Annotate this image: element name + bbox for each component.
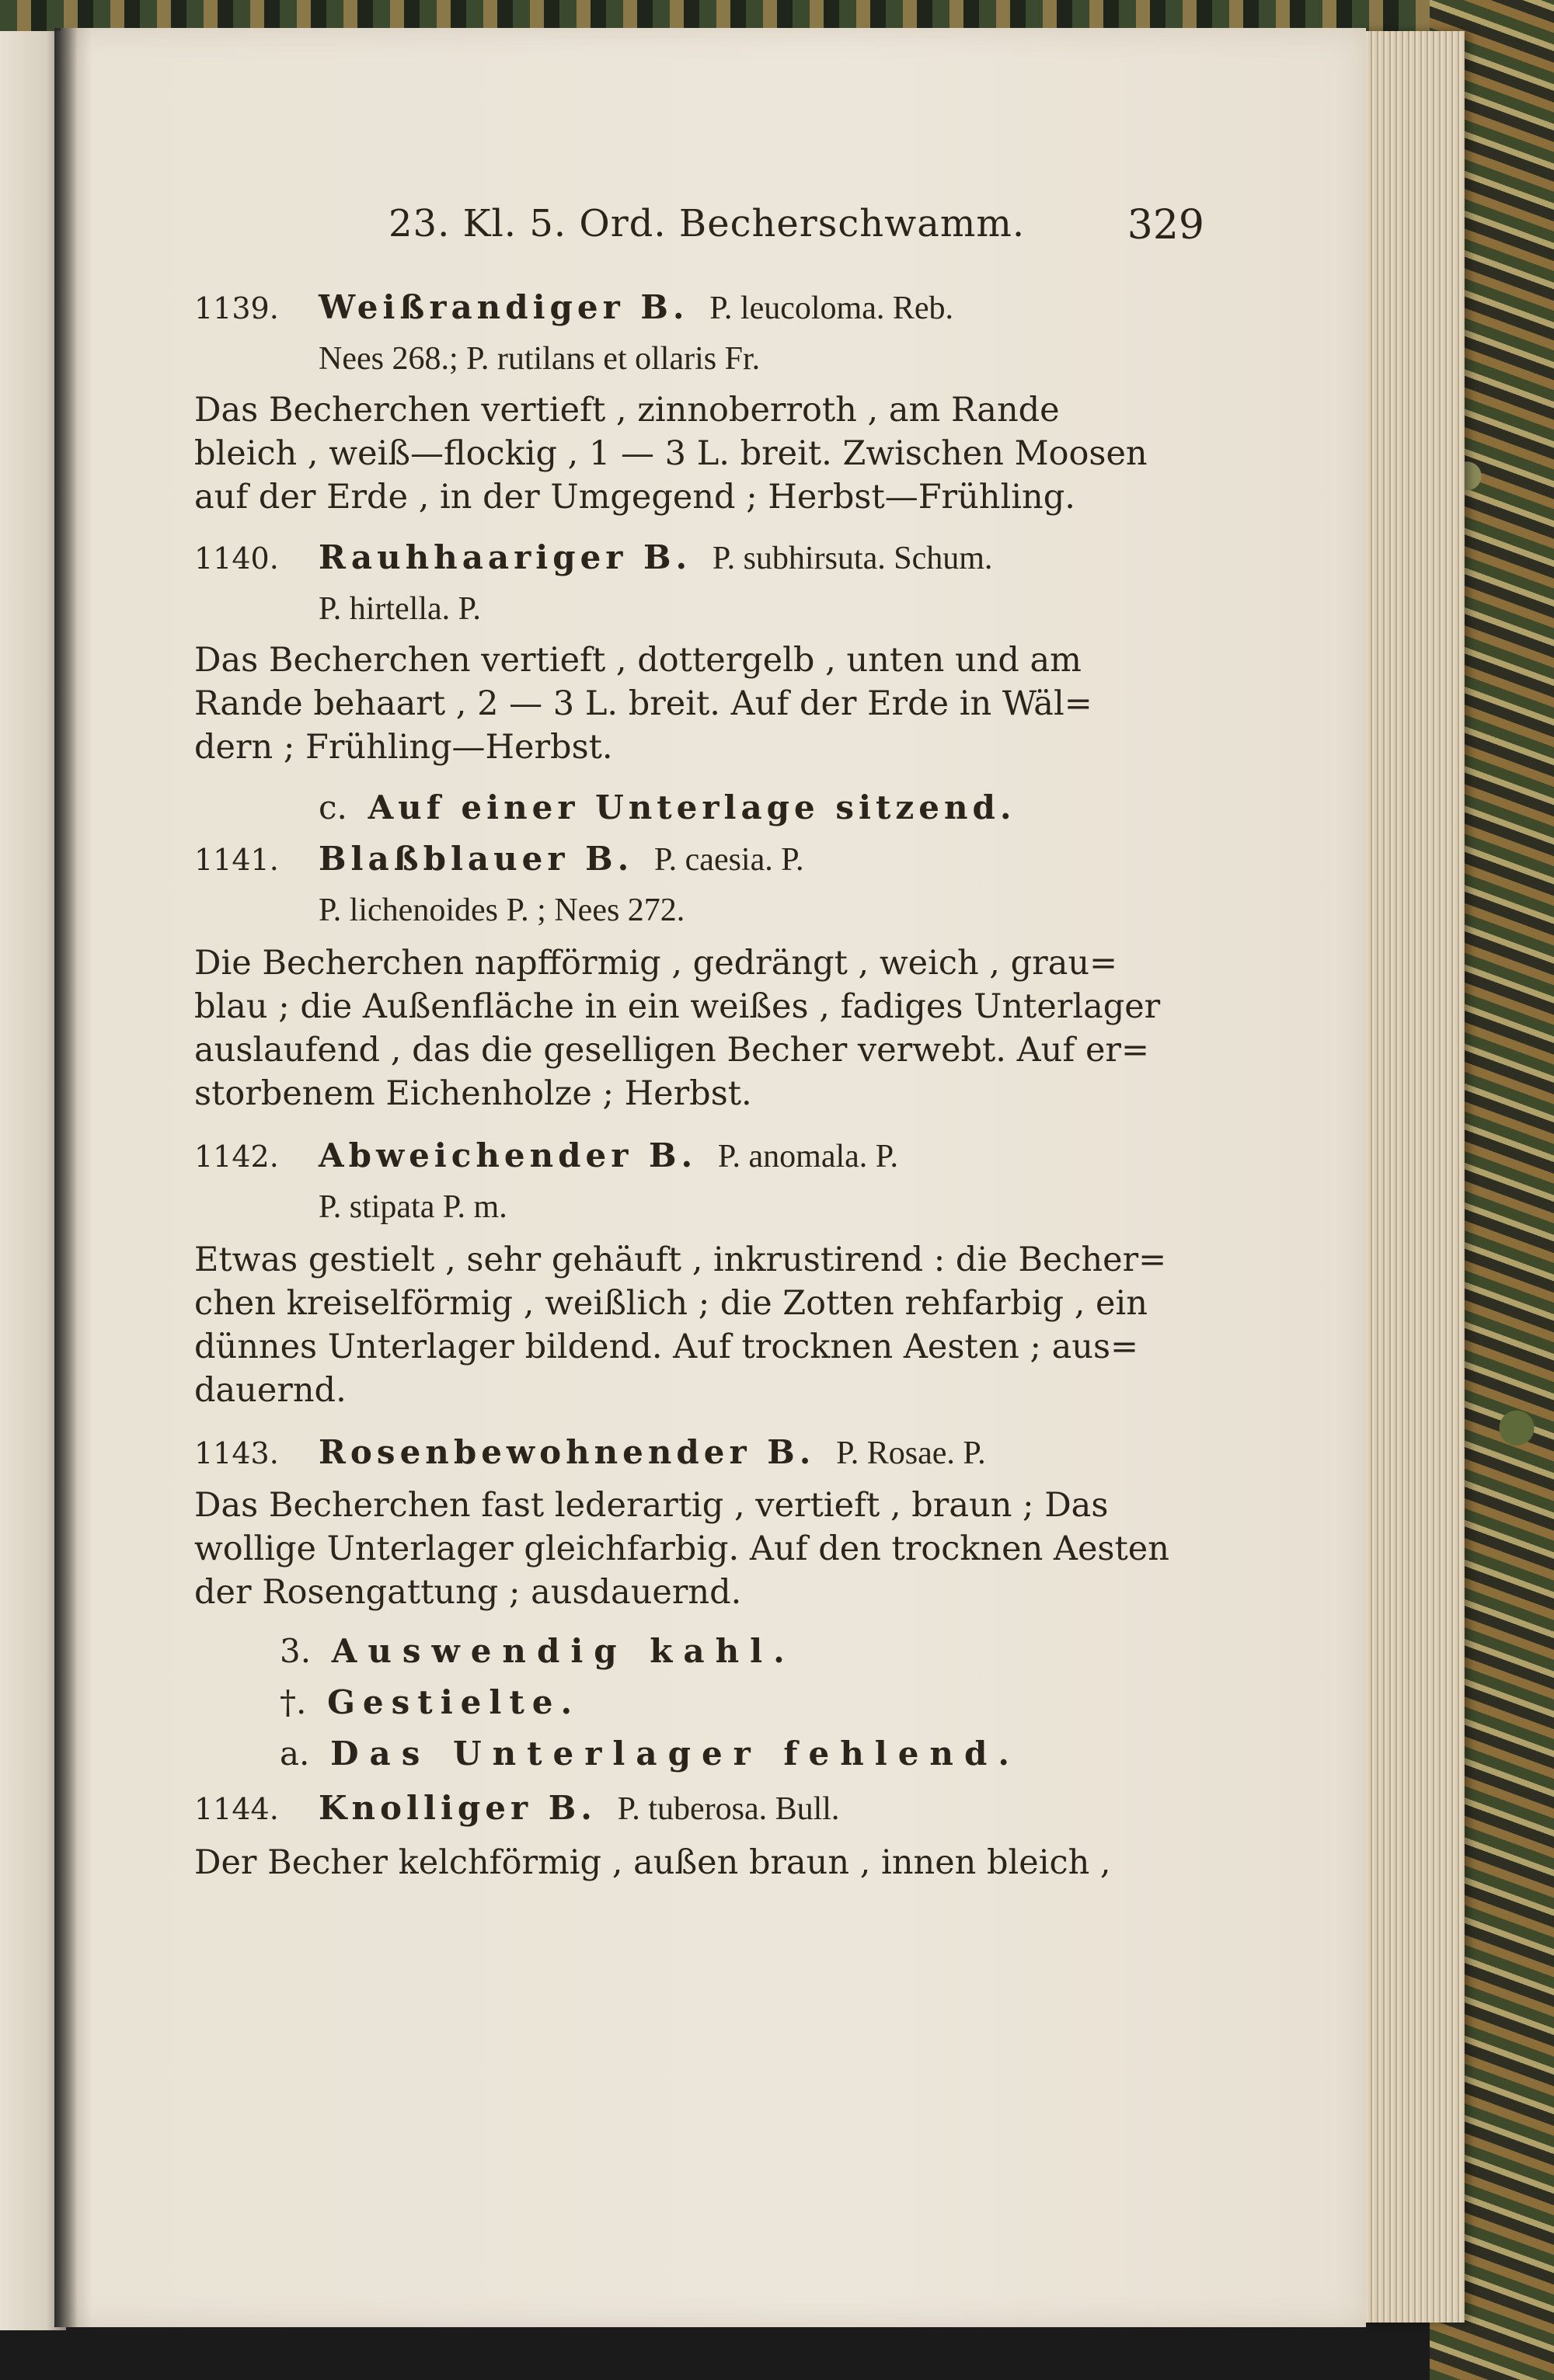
latin-name: P. anomala. P.: [717, 1139, 898, 1174]
section-title: Gestielte.: [327, 1683, 580, 1721]
synonyms: P. lichenoides P. ; Nees 272.: [319, 893, 685, 928]
entry-number: 1144.: [194, 1792, 279, 1826]
description-line: chen kreiselförmig , weißlich ; die Zotten rehfarbig , ein: [194, 1284, 1148, 1323]
page-gutter: [54, 28, 78, 2327]
species-name: Rauhhaariger B.: [319, 538, 692, 576]
entry-number: 1140.: [194, 541, 279, 576]
latin-name: P. caesia. P.: [653, 842, 804, 878]
section-label: a.: [280, 1735, 310, 1773]
section-heading: [280, 1732, 1020, 1776]
description-line: Die Becherchen napfförmig , gedrängt , weich , grau=: [194, 944, 1118, 983]
description-line: Rande behaart , 2 — 3 L. breit. Auf der Erde in Wäl=: [194, 684, 1092, 723]
latin-name: P. Rosae. P.: [836, 1435, 986, 1471]
description-line: auslaufend , das die geselligen Becher verwebt. Auf er=: [194, 1031, 1149, 1070]
description-line: blau ; die Außenfläche in ein weißes , fadiges Unterlager: [194, 987, 1161, 1026]
description-line: wollige Unterlager gleichfarbig. Auf den trocknen Aesten: [194, 1529, 1169, 1568]
latin-name: P. subhirsuta. Schum.: [712, 541, 993, 576]
description-line: dauernd.: [194, 1371, 347, 1410]
description-line: Das Becherchen vertieft , dottergelb , unten und am: [194, 641, 1082, 680]
description-line: Das Becherchen vertieft , zinnoberroth , am Rande: [194, 391, 1060, 430]
page-edges: [1356, 31, 1465, 2323]
species-name: Abweichender B.: [319, 1136, 698, 1174]
entry-heading: [194, 1431, 986, 1475]
description-line: der Rosengattung ; ausdauernd.: [194, 1573, 742, 1612]
section-title: Das Unterlager fehlend.: [330, 1735, 1020, 1773]
species-name: Blaßblauer B.: [319, 840, 634, 878]
description-line: storbenem Eichenholze ; Herbst.: [194, 1074, 752, 1113]
synonyms: P. stipata P. m.: [319, 1189, 507, 1225]
section-label: 3.: [280, 1632, 312, 1670]
section-title: Auswendig kahl.: [331, 1632, 796, 1670]
description-line: bleich , weiß—flockig , 1 — 3 L. breit. Zwischen Moosen: [194, 434, 1148, 473]
page-header: [295, 202, 1204, 264]
latin-name: P. leucoloma. Reb.: [709, 291, 953, 326]
running-head: 23. Kl. 5. Ord. Becherschwamm.: [388, 202, 1026, 245]
description-line: Das Becherchen fast lederartig , vertieft , braun ; Das: [194, 1486, 1109, 1525]
entry-heading: [194, 1134, 898, 1178]
section-label: †.: [280, 1683, 307, 1721]
entry-heading: [194, 1787, 839, 1831]
section-heading: [319, 786, 1016, 830]
section-label: c.: [319, 788, 347, 826]
synonyms: P. hirtella. P.: [319, 591, 481, 627]
synonyms: Nees 268.; P. rutilans et ollaris Fr.: [319, 341, 761, 377]
page-number: 329: [1127, 202, 1204, 249]
species-name: Knolliger B.: [319, 1789, 597, 1827]
entry-heading: [194, 536, 992, 580]
section-heading: [280, 1681, 580, 1724]
description-line: dünnes Unterlager bildend. Auf trocknen Aesten ; aus=: [194, 1327, 1139, 1366]
entry-number: 1139.: [194, 291, 279, 325]
species-name: Weißrandiger B.: [319, 288, 689, 326]
page-content: [194, 202, 1204, 2097]
species-name: Rosenbewohnender B.: [319, 1433, 816, 1471]
description-line: auf der Erde , in der Umgegend ; Herbst—Frühling.: [194, 478, 1075, 517]
entry-heading: [194, 837, 803, 882]
entry-number: 1142.: [194, 1140, 279, 1174]
latin-name: P. tuberosa. Bull.: [617, 1791, 840, 1827]
description-line: Der Becher kelchförmig , außen braun , innen bleich ,: [194, 1843, 1111, 1882]
description-line: Etwas gestielt , sehr gehäuft , inkrustirend : die Becher=: [194, 1240, 1167, 1279]
section-heading: [280, 1630, 796, 1673]
description-line: dern ; Frühling—Herbst.: [194, 728, 613, 767]
section-title: Auf einer Unterlage sitzend.: [368, 788, 1016, 826]
entry-number: 1143.: [194, 1436, 279, 1470]
entry-number: 1141.: [194, 843, 279, 877]
entry-heading: [194, 286, 953, 330]
